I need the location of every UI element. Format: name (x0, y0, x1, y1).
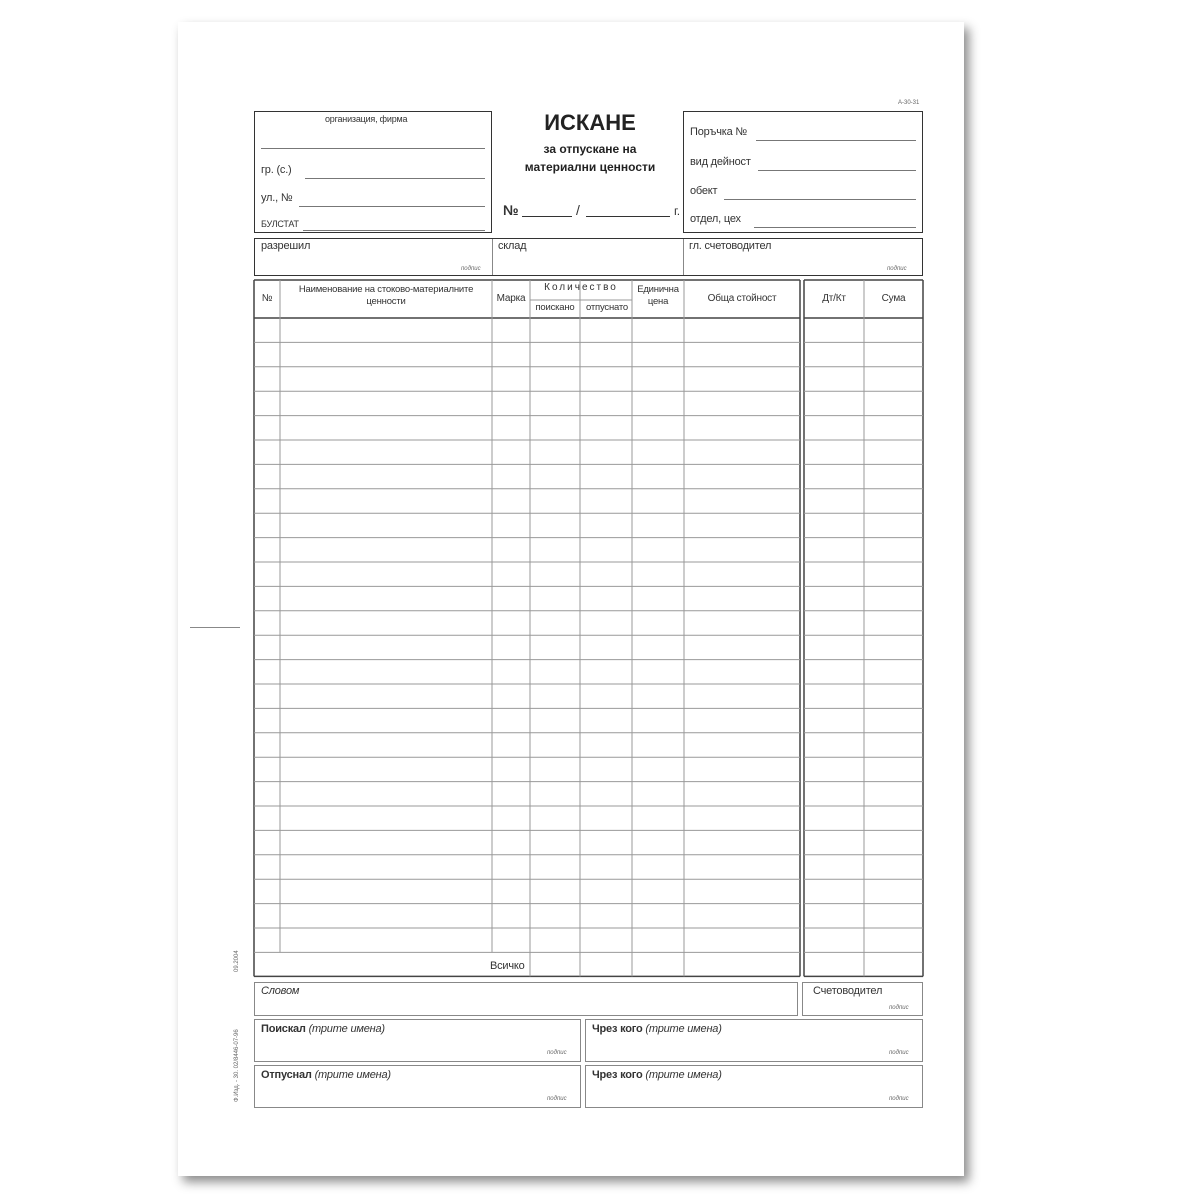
fold-mark (190, 627, 240, 628)
organization-caption: организация, фирма (325, 114, 408, 124)
publisher-code: Ф.Изд. - 30. 02/8446-07-96 (234, 1029, 240, 1102)
warehouse-label: склад (498, 240, 527, 252)
approved-signature-caption: подпис (461, 266, 481, 272)
through-whom-hint-1: (трите имена) (645, 1023, 722, 1035)
date-code: 09.2004 (234, 950, 240, 972)
accountant-label: Счетоводител (813, 985, 883, 997)
header-unit-price: Единична цена (637, 284, 679, 307)
header-quantity: Количество (544, 282, 618, 293)
released-by-signature-caption: подпис (547, 1096, 567, 1102)
in-words-field[interactable] (254, 982, 798, 1016)
requested-by-label (261, 1023, 385, 1035)
document-title: ИСКАНЕ (544, 110, 636, 135)
header-requested: поискано (535, 302, 575, 313)
through-whom-title-1: Чрез кого (592, 1023, 643, 1035)
accountant-field[interactable] (802, 982, 923, 1016)
document-number-separator: / (576, 202, 580, 218)
released-by-hint: (трите имена) (314, 1069, 391, 1081)
object-label: обект (690, 185, 718, 197)
requested-by-signature-caption: подпис (547, 1050, 567, 1056)
form-sheet (178, 22, 964, 1176)
header-brand: Марка (496, 293, 526, 304)
released-by-label (261, 1069, 391, 1081)
city-label: гр. (с.) (261, 164, 292, 176)
through-whom-label-2 (592, 1069, 722, 1081)
form-code: А-30-31 (898, 100, 920, 106)
department-label: отдел, цех (690, 213, 741, 225)
header-dt-kt: Дт/Кт (822, 293, 846, 304)
released-by-field[interactable] (254, 1065, 581, 1108)
total-label: Всичко (490, 960, 525, 972)
order-number-label: Поръчка № (690, 126, 747, 138)
requested-by-hint: (трите имена) (308, 1023, 385, 1035)
chief-accountant-label: гл. счетоводител (689, 240, 772, 252)
header-item-name: Наименование на стоково-материалните ценности (298, 284, 474, 307)
header-released: отпуснато (585, 302, 628, 313)
header-total-value: Обща стойност (707, 293, 777, 304)
document-number-label: № (503, 202, 519, 218)
through-whom-signature-caption-2: подпис (889, 1096, 909, 1102)
through-whom-field-1[interactable] (585, 1019, 923, 1062)
accountant-bottom-signature-caption: подпис (889, 1005, 909, 1011)
document-subtitle-line2: материални ценности (524, 160, 656, 174)
requested-by-title: Поискал (261, 1023, 306, 1035)
document-subtitle-line1: за отпускане на (543, 142, 637, 156)
through-whom-signature-caption-1: подпис (889, 1050, 909, 1056)
in-words-label: Словом (261, 985, 300, 997)
through-whom-title-2: Чрез кого (592, 1069, 643, 1081)
accountant-signature-caption: подпис (887, 266, 907, 272)
approved-by-label: разрешил (261, 240, 311, 252)
header-num: № (261, 293, 273, 304)
through-whom-hint-2: (трите имена) (645, 1069, 722, 1081)
street-label: ул., № (261, 192, 293, 204)
header-amount: Сума (881, 293, 906, 304)
requested-by-field[interactable] (254, 1019, 581, 1062)
through-whom-label-1 (592, 1023, 722, 1035)
released-by-title: Отпуснал (261, 1069, 312, 1081)
activity-label: вид дейност (690, 156, 751, 168)
bulstat-label: БУЛСТАТ (261, 219, 299, 229)
through-whom-field-2[interactable] (585, 1065, 923, 1108)
year-suffix: г. (674, 204, 680, 218)
